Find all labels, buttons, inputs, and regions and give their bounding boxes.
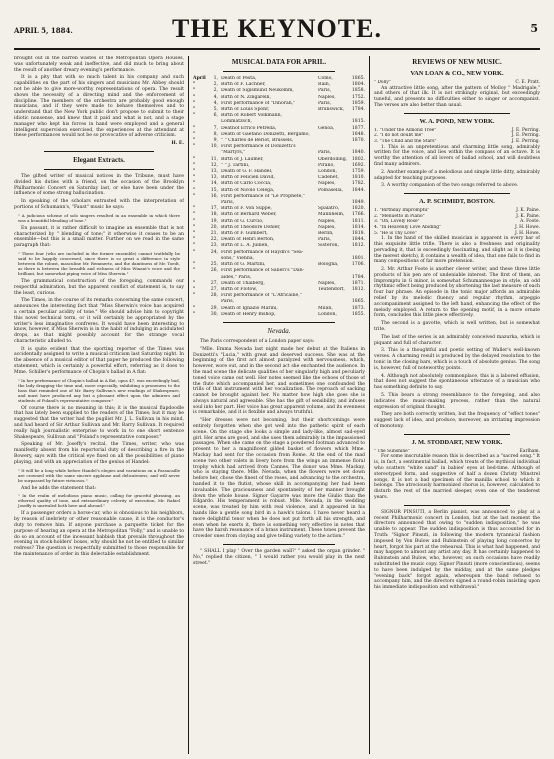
calendar-day: 5,: [213, 107, 218, 113]
calendar-day: 19,: [210, 218, 218, 224]
calendar-month: ": [193, 286, 196, 292]
reviews-heading: REVIEWS OF NEW MUSIC.: [412, 58, 502, 66]
calendar-year: 1802.: [351, 156, 365, 162]
calendar-month: ": [193, 280, 196, 286]
paragraph: The gifted writer of musical notices in the Tribune, must have divided his duties with a friend, on the occasion of the Brooklyn Philharmonic Concert on Saturday last, or else have been under the influence of some strong hallucination.: [14, 173, 184, 197]
calendar-month: ": [193, 311, 196, 317]
calendar-year: 1814.: [351, 224, 365, 230]
song-title: " Dolly": [374, 80, 391, 85]
calendar-year: 1840.: [351, 150, 365, 156]
calendar-month: ": [193, 162, 196, 168]
paragraph: The Times, in the course of its remarks concerning the same concert, announces the interesting fact that "Miss Sherwin's voice has acquired a certain peculiar acidity of tone." We should advise him to copyright this novel technical term, or it will certainly be appropriated by the writer's less imaginative confreres. It would have been interesting to know, however, if Miss Sherwin is in the habit of indulging in acidulated drops, as that might possibly account for the strange vocal characteristic alluded to.: [14, 298, 184, 344]
song-title: 3. "The Child and the Stars": [374, 138, 437, 144]
calendar-month: ": [193, 113, 196, 119]
calendar-place: Sisteron,: [318, 243, 339, 249]
masthead: [14, 8, 540, 50]
calendar-place: Paris,: [318, 237, 332, 243]
calendar-day: 21,: [210, 231, 218, 237]
calendar-year: 1811.: [351, 218, 365, 224]
calendar-day: 4,: [213, 100, 218, 106]
calendar-event: Birth of Carlo Coccia,: [221, 181, 272, 187]
calendar-year: 1766.: [351, 212, 365, 218]
section-divider: [44, 169, 154, 170]
calendar-event: aides," Paris,: [221, 274, 252, 280]
calendar-event: Death of Sigismund Neukomm,: [221, 88, 294, 94]
calendar-day: 7,: [213, 125, 218, 131]
calendar-event: Birth of J. Laumer,: [221, 156, 264, 162]
issue-date: APRIL 5, 1884.: [14, 26, 73, 35]
calendar-day: 13,: [210, 175, 218, 181]
calendar-place: Genoa,: [318, 125, 335, 131]
song-author: J. H. Howe.: [514, 224, 540, 230]
paragraph: If a passenger orders a horse-car, who is obnoxious to his neighbors, by reason of inebriety or other reasonable cause, it is the conductor's duty to remove him. If anyone purchase a parquette ticket for the purpose of hearing an opera at the Metropolitan "Folly," and is unable to do so on account of the incessant babbish that prevails throughout the evening in stock-holders' boxes, why should he not be entitled to similar redress? The question is respectfully submitted to those responsible for the maintenance of order in this delectable establishment.: [14, 511, 184, 558]
calendar-event: Paris,: [221, 200, 235, 206]
calendar-event: Birth of Bernard Weber,: [221, 212, 277, 218]
calendar-day: 15,: [210, 187, 218, 193]
calendar-year: 1818.: [351, 231, 365, 237]
calendar-month: ": [193, 175, 196, 181]
calendar-year: 1706.: [351, 262, 365, 268]
song-author: J. E. Perring.: [511, 138, 540, 144]
paragraph: It is a pity that with so much talent in his company and such capabilities on the part of his singers and musicians Mr. Abbey should not be able to give more-worthy representations of opera. The result shows the necessity of a directing mind and the enforcement of discipline. The members of the orchestra are probably good enough musicians, and if they were made to behave themselves and to understand that the New York public don't propose to submit to their idiotic nonsense, and knew that it paid and what is not, and a stage manager who kept his forces in hand were employed and a general intelligent supervision exercised, the experiences at the attendant at these performances would not be so provocative of adverse criticism.: [14, 75, 184, 139]
calendar-year: 1692.: [351, 162, 365, 168]
paragraph: brought out in the barren wastes of the Metropolitan Opera Houses, was unfortunately weak and ineffective, and did much to bring about the result of another dreary evening's performance.: [14, 56, 184, 73]
song-title: 4. "In Heavenly Love Abiding": [374, 224, 442, 230]
calendar-month: ": [193, 88, 196, 94]
calendar-event: First performance of "Dinorah,": [221, 100, 296, 106]
calendar-year: 1782.: [351, 181, 365, 187]
calendar-day: 11,: [210, 156, 218, 162]
calendar-month: ": [193, 156, 196, 162]
calendar-event: Death of G. F. Handel,: [221, 169, 273, 175]
calendar-event: Birth of G. Martini,: [221, 262, 266, 268]
paragraph: " SHALL I play ' Over the garden wall?' " asked the organ grinder. " No," replied the citizen, " I would rather you would play in the next street.": [193, 549, 365, 566]
calendar-year: 1873.: [351, 305, 365, 311]
calendar-day: 29,: [210, 305, 218, 311]
calendar-year: 1812.: [351, 243, 365, 249]
calendar-place: Milan,: [318, 305, 333, 311]
calendar-day: 30,: [210, 311, 218, 317]
calendar-day: 26,: [210, 268, 218, 274]
calendar-month: ": [193, 268, 196, 274]
section-divider: [223, 322, 335, 323]
calendar-event: Lommatzsch,: [221, 119, 252, 125]
section-divider: [223, 71, 335, 72]
song-title: " The Sunshine": [374, 448, 410, 454]
calendar-heading: MUSICAL DATA FOR APRIL.: [231, 58, 327, 66]
calendar-event: Birth of F. Lachner,: [221, 82, 266, 88]
paragraph: The second is a gavotte, which is well written, but is somewhat trite.: [374, 321, 540, 333]
paragraph: The last of the series is an admirably conceived mazurka, which is piquant and full of character.: [374, 334, 540, 346]
paragraph: "Mlle. Emma Nevada last night made her debut at the Italiens in Donizetti's "Lucia," with great and deserved success. She was at the beginning of the first act almost paralyzed with nervousness, which, however, wore out, and in the second act she enchanted the audience. In the mad scene the delicate qualities of her singularly high and peculiarly toned voice came out well. Her notes seemed like the echoes of those of the flute which accompanied her, and sometimes one confounded the trills of that instrument with her vocalization. The reproach of sacking cannot be brought against her. No matter how high she goes she is always natural and agreeable. She has the gift of sensibility, and infuses soul into her part. Her voice has great apparent volume, and its evenness is remarkable, and it is flexible and always truthful.: [193, 346, 365, 416]
calendar-month: ": [193, 125, 196, 131]
calendar-event: Birth of Theodore Dohler,: [221, 224, 281, 230]
calendar-year: 1784.: [351, 274, 365, 280]
calendar-place: Naples,: [318, 181, 336, 187]
calendar-event: First performance of Donizetti's: [221, 144, 296, 150]
calendar-day: 22,: [210, 237, 218, 243]
section-heading: Elegant Extracts.: [73, 155, 125, 164]
calendar-event: Death of Henri Berton,: [221, 237, 275, 243]
calendar-place: Oberdolling,: [318, 156, 348, 162]
calendar-place: Naples,: [318, 94, 336, 100]
calendar-event: Death of Pesta,: [221, 76, 257, 81]
calendar-month: ": [193, 181, 196, 187]
column-left: [14, 56, 184, 754]
section-divider: [404, 113, 510, 114]
paragraph: The grammatical construction of the foregoing, commands our respectful admiration, but the apparent conflict of statement is, to say the least, curious.: [14, 278, 184, 296]
paragraph: An attractive little song, after the pattern of Molloy " Madrigale," and others of that ilk. It is not strikingly original, but exceedingly tuneful, and presents no difficulties either to singer or accompanist. The verses are also better than usual.: [374, 85, 540, 108]
paragraph: Of course there is no meaning in this; it is the musical flapdoodle that has lately been supplied to the readers of the Times; but it may be suggested that the writer had the pugilist Mr. J. L. Sullivan in his mind, and had heard of Sir Arthur Sullivan and Mr. Barry Sullivan. It required really high journalistic enterprise to work in to one short sentence Shakespeare, Sullivan and "Poland's representative composer.": [14, 405, 184, 440]
calendar-month: ": [193, 249, 196, 255]
calendar-month: ": [193, 138, 196, 144]
paragraph: 2. Another example of a melodious and simple little ditty, admirably adapted for teaching purposes.: [374, 169, 540, 181]
calendar-place: Como,: [318, 76, 333, 81]
paragraph: SIGNOR PINSUTI, a Berlin pianist, was announced to play at a recent Philharmonic concert in London, but at the last moment the directors announced that owing to "sudden indisposition," he was unable to appear. The sudden indisposition is thus accounted for in Truth: "Signor Pinsuti, in following the modern tyrannical fashion imposed by Von Bulow and Rubinstein of playing long concertos by heart, forgot his part at the rehearsal. This is what had happened, and may happen to almost any artist any day. It has certainly happened to Rubinstein and Bulow, who, however, on such occasions have readily substituted the music copy. Signor Pinsuti (more conscientious), seems to have been indulged by the midday, and at the same pledges "evening back" forgot again, whereupon the band refused to accompany him, and the directors signed a round-robin insisting upon his immediate indisposition and withdrawal.": [374, 509, 540, 591]
calendar-event: Birth of Flotow,: [221, 286, 258, 292]
calendar-day: 2,: [213, 82, 218, 88]
calendar-event: Death of Thalberg,: [221, 280, 265, 286]
calendar-event: Birth of Robert Volkmann,: [221, 113, 283, 119]
paragraph: "Her dresses were not becoming, but their shortcomings were entirely forgotten when she got well into the pathetic spirit of each scene. On the stage she looks a simple and lady-like, almost sad-eyed girl. Her arms are good, and she uses them admirably in the impassioned passages. When she came on the stage a powdered footman advanced to present to her a magnificent gilded basket of flowers which Mme. Mackay had sent for the occasion from Rome. At the end of the mad scene two other valets in livery bore from the wings an immense floral trophy which had arrived from Cannes. The donor was Mme. Mackay, who is staying there. Mlle. Nevada, when the flowers were set down before her, chose the finest of the roses, and advancing to the orchestra, handed it to the flutist, whose skill in accompanying her had been invaluable. The graciousness and spontaneity of her manner brought down the whole house. Signor Gayarre was more the Giulio than the Edgardo. His temperament is robust. Mlle. Nevada, in the wedding scene, was treated by him with real violence, and it appeared in his hands like a gentle song bird in a hawk's talons. I have never heard a more delightful tenor when he does not put forth all his strength, and even when he exerts it, there is something very effective in notes that have the harsh resonance of a brass instrument. These tones prevent the crowder ones from cloying and give telling variety to the action.": [193, 418, 365, 540]
calendar-event: First performance of Haydn's "Sea-: [221, 249, 304, 255]
paragraph: 5. This bears a strong resemblance to the foregoing, and also indicates the music-making process, rather than the natural expression of original thought.: [374, 393, 540, 410]
calendar-month: ": [193, 131, 196, 137]
calendar-day: 27,: [210, 286, 218, 292]
column-divider: [188, 56, 189, 754]
calendar-year: 1858.: [351, 88, 365, 94]
calendar-event: Paris,: [221, 299, 235, 305]
paragraph: 4. Although not absolutely commonplace, this is a labored effusion, that does not suggest the spontaneous utterance of a musician who has something definite to say.: [374, 373, 540, 391]
calendar-event: sons," Vienna,: [221, 255, 255, 261]
calendar-day: 1,: [213, 76, 218, 81]
calendar-place: Polbasella,: [318, 187, 344, 193]
paragraph: 2. Mr. Arthur Foote is another clever writer, and these three little products of his pen are of undeniable interest. The first of them, an Impromptu in G minor, is somewhat Schumannesque in style, an odd rhythmic effect being produced by shortening the last measure of each four bar phrase. An episode in the tonic major affords an admirable relief by its melodic fluency and regular rhythm, arpeggio accompaniment assigned to the left hand, enhancing the effect of the melody employed. A return to the opening motif, in a more ornate form, concludes this little piece effectively.: [374, 267, 540, 319]
calendar-month: ": [193, 237, 196, 243]
block-quote: " These four (who are included in the former ensemble) cannot truthfully be said to be happily concerned, since there is so great a difference in style between the robust, masculine Mr. Remmertz, and the daintiness of Mr. Toedt, as there is between the breadth and richness of Miss Winant's voice and the brilliant, but somewhat piping voice of Miss Sherwin.": [18, 250, 180, 276]
song-listing: [374, 80, 540, 86]
calendar-event: Death of Gaetano Donizetti, Bergamo,: [221, 131, 310, 137]
calendar-event: First performance of Salieri's "Dan-: [221, 268, 305, 274]
calendar-month: ": [193, 243, 196, 249]
calendar-place: Rain,: [318, 82, 331, 88]
calendar-year: 1801.: [351, 255, 365, 261]
calendar-year: 1871.: [351, 280, 365, 286]
calendar-event: " " J. Tartini,: [221, 162, 250, 168]
calendar-year: 1865.: [351, 299, 365, 305]
calendar-month: ": [193, 82, 196, 88]
calendar-place: London,: [318, 169, 337, 175]
paragraph: 3. A worthy companion of the two songs referred to above.: [381, 183, 519, 189]
calendar-day: 9,: [213, 138, 218, 144]
calendar-day: 6,: [213, 113, 218, 119]
calendar-year: 1877.: [351, 125, 365, 131]
section-divider: [44, 151, 154, 152]
publisher-heading: J. M. STODDART, NEW YORK.: [411, 438, 503, 446]
section-divider: [223, 544, 335, 545]
paragraph: 1. This is an unpretentious and charming little song, admirably written for the voice, and lies within the compass of an octave. It is worthy the attention of all lovers of ballad school, and will doubtless find many admirers.: [374, 144, 540, 167]
calendar-month: ": [193, 224, 196, 230]
song-author: C. E. Pratt.: [515, 80, 540, 85]
song-author: J. H. Howe.: [514, 230, 540, 236]
author-signature: H. E.: [171, 141, 184, 147]
song-title: 1. "Birthday Impromptu": [374, 208, 430, 214]
section-divider: [404, 193, 510, 194]
calendar-place: Paris,: [318, 100, 332, 106]
calendar-month: ": [193, 218, 196, 224]
block-quote: " A judicious scheme of solo singers resulted in an ensemble in which there was a beautiful blending of tone.": [18, 212, 180, 223]
song-title: 5. "He is Thy Love": [374, 230, 417, 236]
paragraph: It is quite evident that the sporting reporter of the Times was accidentally assigned to write a musical criticism last Saturday night. In the absence of a musical editor of that paper he produced the following statement, which is certainly a powerful effort, referring as it does to Mme. Schiller's performance of Chopin's ballad in A flat:: [14, 346, 184, 375]
paragraph: For some inscrutable reason this is described as a "sacred song." It is, in fact, a sentimental ballad, which treats of the mythical individual who scatters "white sand" in babies' eyes at bed-time. Although of stereotyped form, and suggestive of half a dozen Christy Minstrel songs, it is not a bad specimen of the manilla school to which it belongs. The atrociously harmonized chorus is, however, calculated to disturb the rest of the married sleeper, even one of the tenderest years.: [374, 454, 540, 500]
section-divider: [404, 434, 510, 435]
calendar-month: ": [193, 193, 196, 199]
calendar-day: 28,: [210, 293, 218, 299]
calendar-day: 27,: [210, 280, 218, 286]
paragraph: Speaking of Mr. Joseffy's recital, the Times, writer, who was manifestly absent from his reportorial duty of describing a fire in the Bowery, says with the critical eye fixed on all the possibilities of piano playing, and with an appreciation of the genius of Handel:: [14, 442, 184, 465]
calendar-year: 1849.: [351, 200, 365, 206]
song-listing: [374, 139, 540, 145]
calendar-month: ": [193, 305, 196, 311]
calendar-year: 1865.: [351, 76, 365, 81]
calendar-month: ": [193, 169, 196, 175]
calendar-place: Teutendorf,: [318, 286, 345, 292]
calendar-year: 1820.: [351, 206, 365, 212]
calendar-event: "Martyrs,": [221, 150, 246, 156]
calendar-day: 23,: [210, 243, 218, 249]
calendar-event: Birth of G. Curcio,: [221, 218, 264, 224]
calendar-event: First performance of "L'Africaine,": [221, 293, 302, 299]
calendar-month: ": [193, 293, 196, 299]
calendar-event: First performance of "Le Prophete,": [221, 193, 305, 199]
paragraph: And he adds the statement that:: [21, 485, 97, 491]
calendar-month: ": [193, 107, 196, 113]
calendar-year: 1784.: [351, 107, 365, 113]
calendar-year: 1859.: [351, 100, 365, 106]
paragraph: 3. This is a thoughtful and poetic setting of Waller's well-known verses. A charming result is produced by the delayed resolution to the tonic in the closing bars, which is a touch of absolute genius. The song is, however, full of noteworthy points.: [374, 348, 540, 371]
calendar-day: 16,: [210, 193, 218, 199]
calendar-place: Berlin,: [318, 231, 334, 237]
calendar-place: Paris,: [318, 150, 332, 156]
publisher-heading: A. P. SCHMIDT, BOSTON.: [419, 198, 495, 206]
calendar-day: 24,: [210, 249, 218, 255]
song-author: A. Foote.: [520, 219, 540, 225]
publisher-heading: VAN LOAN & CO., NEW YORK.: [410, 70, 504, 77]
calendar-entry: [193, 312, 365, 318]
calendar-year: 1855.: [351, 311, 365, 317]
section-heading: Nevada.: [267, 326, 291, 335]
paragraph: En passant, it is rather difficult to imagine an ensemble that is not characterized by " blending of tone;" it otherwise it ceases to be an ensemble—but this is a small matter. Further on we read in the same paragraph that:: [14, 225, 184, 249]
song-title: 1. "Under the Almond Tree": [374, 127, 437, 133]
calendar-place: Cadenet,: [318, 175, 339, 181]
calendar-month: ": [193, 100, 196, 106]
paragraph: They are both correctly written, but the frequency of "effect tones" suggest lack of idea, and produce, moreover, an irritating impression of monotony.: [374, 412, 540, 430]
calendar-place: Paris,: [318, 88, 332, 94]
calendar-event: Birth of F. Gumbert,: [221, 231, 268, 237]
calendar-year: 1759.: [351, 169, 365, 175]
calendar-month: ": [193, 212, 196, 218]
column-divider: [369, 56, 370, 754]
song-author: J. K. Paine.: [516, 213, 540, 219]
calendar-day: 25,: [210, 262, 218, 268]
calendar-year: 1870.: [351, 138, 365, 144]
paragraph: In speaking of the scholars entrusted with the interpretation of portions of Schumann's, "Faust" music he says:: [14, 199, 184, 210]
column-middle: [193, 56, 365, 754]
song-author: Earlham.: [519, 448, 540, 454]
song-author: J. E. Perring.: [511, 127, 540, 133]
calendar-month: April: [193, 76, 206, 81]
calendar-day: 4,: [213, 94, 218, 100]
block-quote: " It will be a long while before Handel's elegies and variations on a Passacaille are crowned with the same sincere applause and delicateness, and will never be surpassed by future virtuosos.": [18, 467, 180, 483]
calendar-event: Birth of Louis Spohr,: [221, 107, 270, 113]
calendar-day: 14,: [210, 181, 218, 187]
paragraph: 1. In the hand of the skilled musician is apparent in every bar of this exquisite little trifle. There is also a freshness and originality pervading it, that is exceedingly fascinating, and slight as it is (being the merest sketch), it contains a wealth of idea, that one fails to find in many compositions of far more pretension.: [374, 236, 540, 265]
calendar-year: 1810.: [351, 175, 365, 181]
block-quote: " In her performance of Chopin's ballad in A flat, opus 47, was exceedingly bad, the lady dragging the time and, more especially, exhibiting a proneness to the bass that reminded one of Mr. Barry Sullivan's new readings of Shakespeare, and must have produced any but a pleasant effect upon the admirers and students of Poland's representative composer.": [18, 377, 180, 403]
page-number: 5: [530, 22, 538, 35]
calendar-day: 10,: [210, 144, 218, 150]
calendar-place: Mannheim,: [318, 212, 345, 218]
calendar-place: Naples,: [318, 224, 336, 230]
calendar-day: 2,: [213, 88, 218, 94]
calendar-year: 1812.: [351, 286, 365, 292]
calendar-place: Bologna,: [318, 262, 339, 268]
song-title: 2. "Menuetto in Piano": [374, 213, 425, 219]
calendar-event: Death of Henry Bishop,: [221, 311, 276, 317]
calendar-month: ": [193, 94, 196, 100]
calendar-event: Birth of F. Von Suppe,: [221, 206, 272, 212]
calendar-event: Birth of N. Zingarelli,: [221, 94, 271, 100]
song-author: J. K. Paine.: [516, 208, 540, 214]
paragraph: The Paris correspondent of a London paper says:: [200, 338, 315, 344]
calendar-month: ": [193, 231, 196, 237]
calendar-month: ": [193, 144, 196, 150]
publisher-heading: W. A. POND, NEW YORK.: [419, 117, 495, 125]
calendar-day: 13,: [210, 169, 218, 175]
calendar-month: ": [193, 262, 196, 268]
calendar-event: " " Charles de Beriot, Brussels,: [221, 138, 294, 144]
calendar-year: 1844.: [351, 187, 365, 193]
calendar-place: Naples,: [318, 280, 336, 286]
calendar-place: Pirano,: [318, 162, 335, 168]
section-divider: [404, 505, 510, 506]
calendar-event: Deathof Errico Petrella,: [221, 125, 277, 131]
calendar-event: Birth of Nicolo Celega,: [221, 187, 275, 193]
calendar-place: Spalatro,: [318, 206, 340, 212]
block-quote: " In the realm of melodious piano music, calling for graceful phrasing, an ethereal quality of tone, and extraordinary celerity of execution, Mr. Rafael Joseffy is unrivaled both here and abroad.": [18, 493, 180, 509]
calendar-month: ": [193, 187, 196, 193]
calendar-day: 20,: [210, 224, 218, 230]
calendar-list: [193, 76, 365, 318]
calendar-day: 18,: [210, 212, 218, 218]
column-right: [374, 56, 540, 754]
calendar-year: 1844.: [351, 237, 365, 243]
calendar-place: Brunswick,: [318, 107, 345, 113]
calendar-month: ": [193, 206, 196, 212]
song-title: 2. "I do not doubt me": [374, 133, 424, 139]
song-author: J. E. Perring.: [511, 133, 540, 139]
calendar-day: 17,: [210, 206, 218, 212]
calendar-day: 8,: [213, 131, 218, 137]
calendar-event: Death of Ignazio Marini,: [221, 305, 278, 311]
calendar-year: 1815.: [351, 119, 365, 125]
song-title: 3. "Oh, Lovely Rose": [374, 219, 420, 225]
calendar-place: London,: [318, 311, 337, 317]
publication-title: THE KEYNOTE.: [172, 14, 382, 43]
calendar-year: 1848.: [351, 131, 365, 137]
calendar-place: Naples,: [318, 218, 336, 224]
calendar-event: Birth of L. A. Jullien,: [221, 243, 269, 249]
calendar-day: 12,: [210, 162, 218, 168]
calendar-year: 1804.: [351, 82, 365, 88]
calendar-event: Birth of Felicien David,: [221, 175, 275, 181]
calendar-year: 1752.: [351, 94, 365, 100]
